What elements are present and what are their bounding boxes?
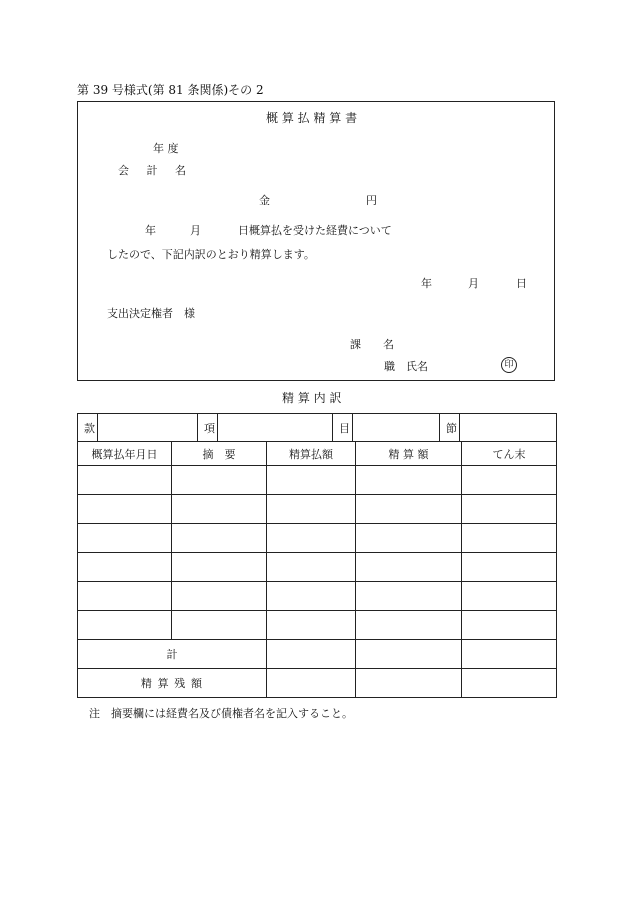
table-row [78,466,557,495]
category-kan-label: 款 [78,414,98,442]
category-moku-label: 目 [333,414,353,442]
category-setsu-label: 節 [440,414,460,442]
column-header-disposition: てん末 [462,442,557,466]
cell-disposition[interactable] [462,524,557,553]
total-label: 計 [78,640,267,669]
table-row [78,611,557,640]
table-row [78,495,557,524]
cell-advance-date[interactable] [78,524,172,553]
date-month: 月 [468,277,479,290]
balance-disposition[interactable] [462,669,557,698]
category-moku-field[interactable] [353,414,440,442]
cell-advance-date[interactable] [78,582,172,611]
cell-summary[interactable] [172,495,267,524]
fiscal-year-label: 年 度 [153,142,179,155]
cell-advance-date[interactable] [78,466,172,495]
date-year: 年 [421,277,432,290]
statement-year: 年 [145,224,156,237]
cell-settlement-payment[interactable] [267,553,356,582]
cell-summary[interactable] [172,582,267,611]
form-title: 概 算 払 精 算 書 [266,111,358,125]
total-settlement-payment[interactable] [267,640,356,669]
category-kan-field[interactable] [98,414,198,442]
cell-settlement-amount[interactable] [356,524,462,553]
cell-settlement-amount[interactable] [356,553,462,582]
account-name-label: 会 計 名 [118,164,186,177]
cell-settlement-amount[interactable] [356,611,462,640]
cell-settlement-amount[interactable] [356,495,462,524]
table-row [78,553,557,582]
form-reference: 第 39 号様式(第 81 条関係)その 2 [77,83,264,97]
cell-summary[interactable] [172,553,267,582]
category-kou-field[interactable] [218,414,333,442]
statement-month: 月 [190,224,201,237]
cell-settlement-payment[interactable] [267,466,356,495]
category-setsu-field[interactable] [460,414,557,442]
cell-advance-date[interactable] [78,611,172,640]
table-row [78,582,557,611]
settlement-form-box [77,101,555,381]
balance-settlement-payment[interactable] [267,669,356,698]
cell-settlement-payment[interactable] [267,611,356,640]
column-header-summary: 摘 要 [172,442,267,466]
total-settlement-amount[interactable] [356,640,462,669]
cell-disposition[interactable] [462,582,557,611]
cell-advance-date[interactable] [78,553,172,582]
column-header-settlement-amount: 精 算 額 [356,442,462,466]
section-label: 課 名 [350,338,394,351]
category-table [77,413,557,442]
cell-advance-date[interactable] [78,495,172,524]
table-row [78,524,557,553]
date-day: 日 [516,277,527,290]
cell-disposition[interactable] [462,611,557,640]
amount-prefix: 金 [259,194,270,207]
cell-settlement-amount[interactable] [356,582,462,611]
cell-disposition[interactable] [462,466,557,495]
cell-disposition[interactable] [462,553,557,582]
balance-settlement-amount[interactable] [356,669,462,698]
position-name-label: 職 氏名 [384,360,428,373]
seal-text: 印 [504,359,514,370]
seal-icon [501,357,517,373]
cell-summary[interactable] [172,611,267,640]
cell-disposition[interactable] [462,495,557,524]
statement-line2: したので、下記内訳のとおり精算します。 [107,248,315,261]
balance-label: 精 算 残 額 [78,669,267,698]
cell-settlement-amount[interactable] [356,466,462,495]
statement-line1: 日概算払を受けた経費について [238,224,392,237]
category-kou-label: 項 [198,414,218,442]
cell-settlement-payment[interactable] [267,582,356,611]
column-header-advance-date: 概算払年月日 [78,442,172,466]
cell-settlement-payment[interactable] [267,524,356,553]
breakdown-title: 精 算 内 訳 [282,391,342,405]
column-header-settlement-payment: 精算払額 [267,442,356,466]
cell-settlement-payment[interactable] [267,495,356,524]
settlement-detail-table [77,441,557,698]
addressee: 支出決定権者 様 [107,307,195,320]
cell-summary[interactable] [172,466,267,495]
cell-summary[interactable] [172,524,267,553]
footnote: 注 摘要欄には経費名及び債権者名を記入すること。 [89,707,353,720]
amount-suffix: 円 [366,194,377,207]
total-disposition[interactable] [462,640,557,669]
